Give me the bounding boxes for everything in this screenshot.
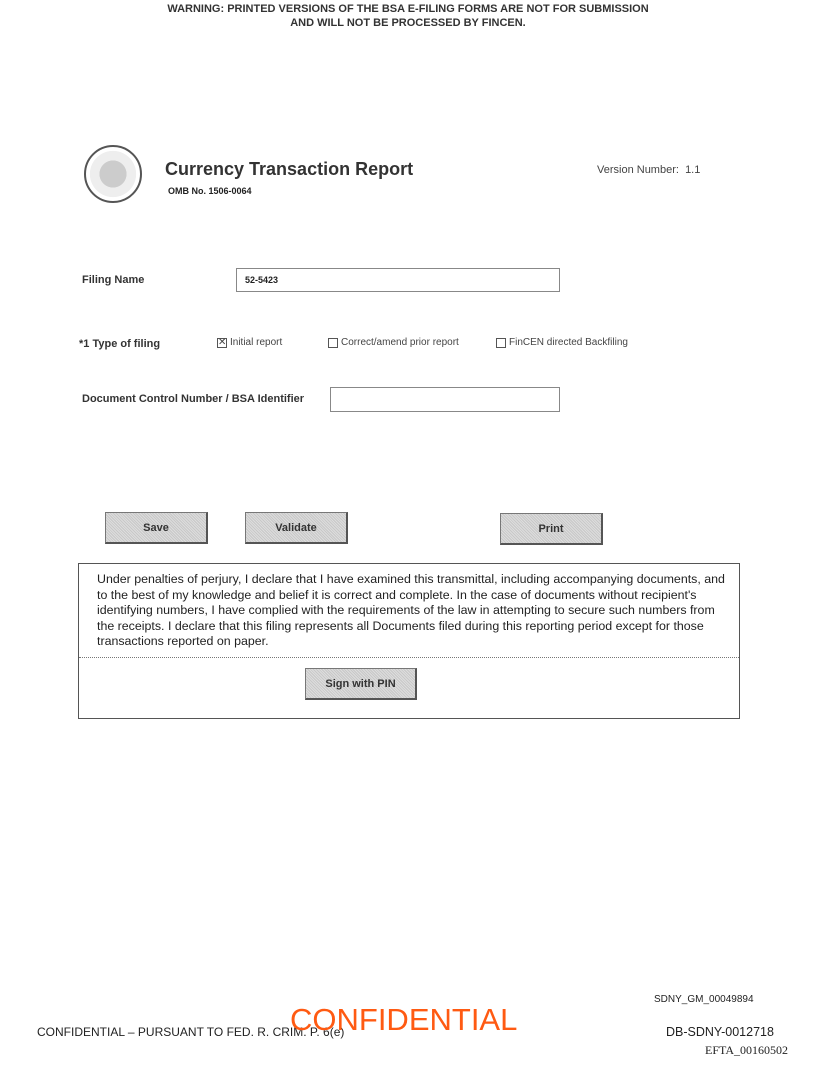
declaration-text: Under penalties of perjury, I declare that I have examined this transmittal, including accompanying documents, and to the best of my knowledge and belief it is correct and complete. In the case of documents without recipient's identifying numbers, I have complied with the requirements of the law in attempting to secure such numbers from the receipts. I declare that this filing represents all Documents filed during this reporting period except for those transactions reported on paper. bbox=[97, 572, 725, 648]
checkbox-label: Initial report bbox=[230, 337, 283, 348]
checkbox-icon bbox=[496, 338, 506, 348]
validate-button[interactable]: Validate bbox=[245, 512, 348, 544]
print-button[interactable]: Print bbox=[500, 513, 603, 545]
dcn-label: Document Control Number / BSA Identifier bbox=[82, 393, 305, 405]
page-title: Currency Transaction Report bbox=[165, 159, 414, 179]
bates-number-3: EFTA_00160502 bbox=[705, 1043, 789, 1057]
checked-box-icon: ✕ bbox=[218, 336, 227, 348]
checkbox-icon bbox=[328, 338, 338, 348]
divider bbox=[79, 657, 739, 658]
warning-line: AND WILL NOT BE PROCESSED BY FINCEN. bbox=[290, 17, 526, 29]
version-value: 1.1 bbox=[685, 164, 701, 176]
type-of-filing-label: *1 Type of filing bbox=[79, 338, 161, 350]
print-warning bbox=[0, 2, 816, 30]
bates-number-1: SDNY_GM_00049894 bbox=[654, 994, 754, 1005]
confidential-note: CONFIDENTIAL – PURSUANT TO FED. R. CRIM. P. 6(e) bbox=[37, 1025, 345, 1039]
confidential-stamp: CONFIDENTIAL bbox=[290, 1002, 518, 1037]
dcn-input[interactable] bbox=[330, 387, 560, 412]
treasury-seal-icon bbox=[84, 145, 142, 203]
checkbox-label: Correct/amend prior report bbox=[341, 337, 459, 348]
checkbox-fincen-backfiling[interactable] bbox=[496, 337, 628, 348]
sign-with-pin-button[interactable]: Sign with PIN bbox=[305, 668, 417, 700]
checkbox-correct-amend[interactable] bbox=[328, 337, 459, 348]
checkbox-label: FinCEN directed Backfiling bbox=[509, 337, 628, 348]
checkbox-initial-report[interactable] bbox=[217, 337, 282, 348]
filing-name-label: Filing Name bbox=[82, 274, 145, 286]
omb-number: OMB No. 1506-0064 bbox=[168, 186, 252, 196]
bates-number-2: DB-SDNY-0012718 bbox=[666, 1025, 774, 1039]
version-label: Version Number: bbox=[597, 164, 679, 176]
warning-line: WARNING: PRINTED VERSIONS OF THE BSA E-FILING FORMS ARE NOT FOR SUBMISSION bbox=[167, 3, 649, 15]
declaration-box bbox=[78, 563, 740, 719]
filing-name-input[interactable]: 52-5423 bbox=[236, 268, 560, 292]
save-button[interactable]: Save bbox=[105, 512, 208, 544]
version-number bbox=[597, 164, 700, 176]
